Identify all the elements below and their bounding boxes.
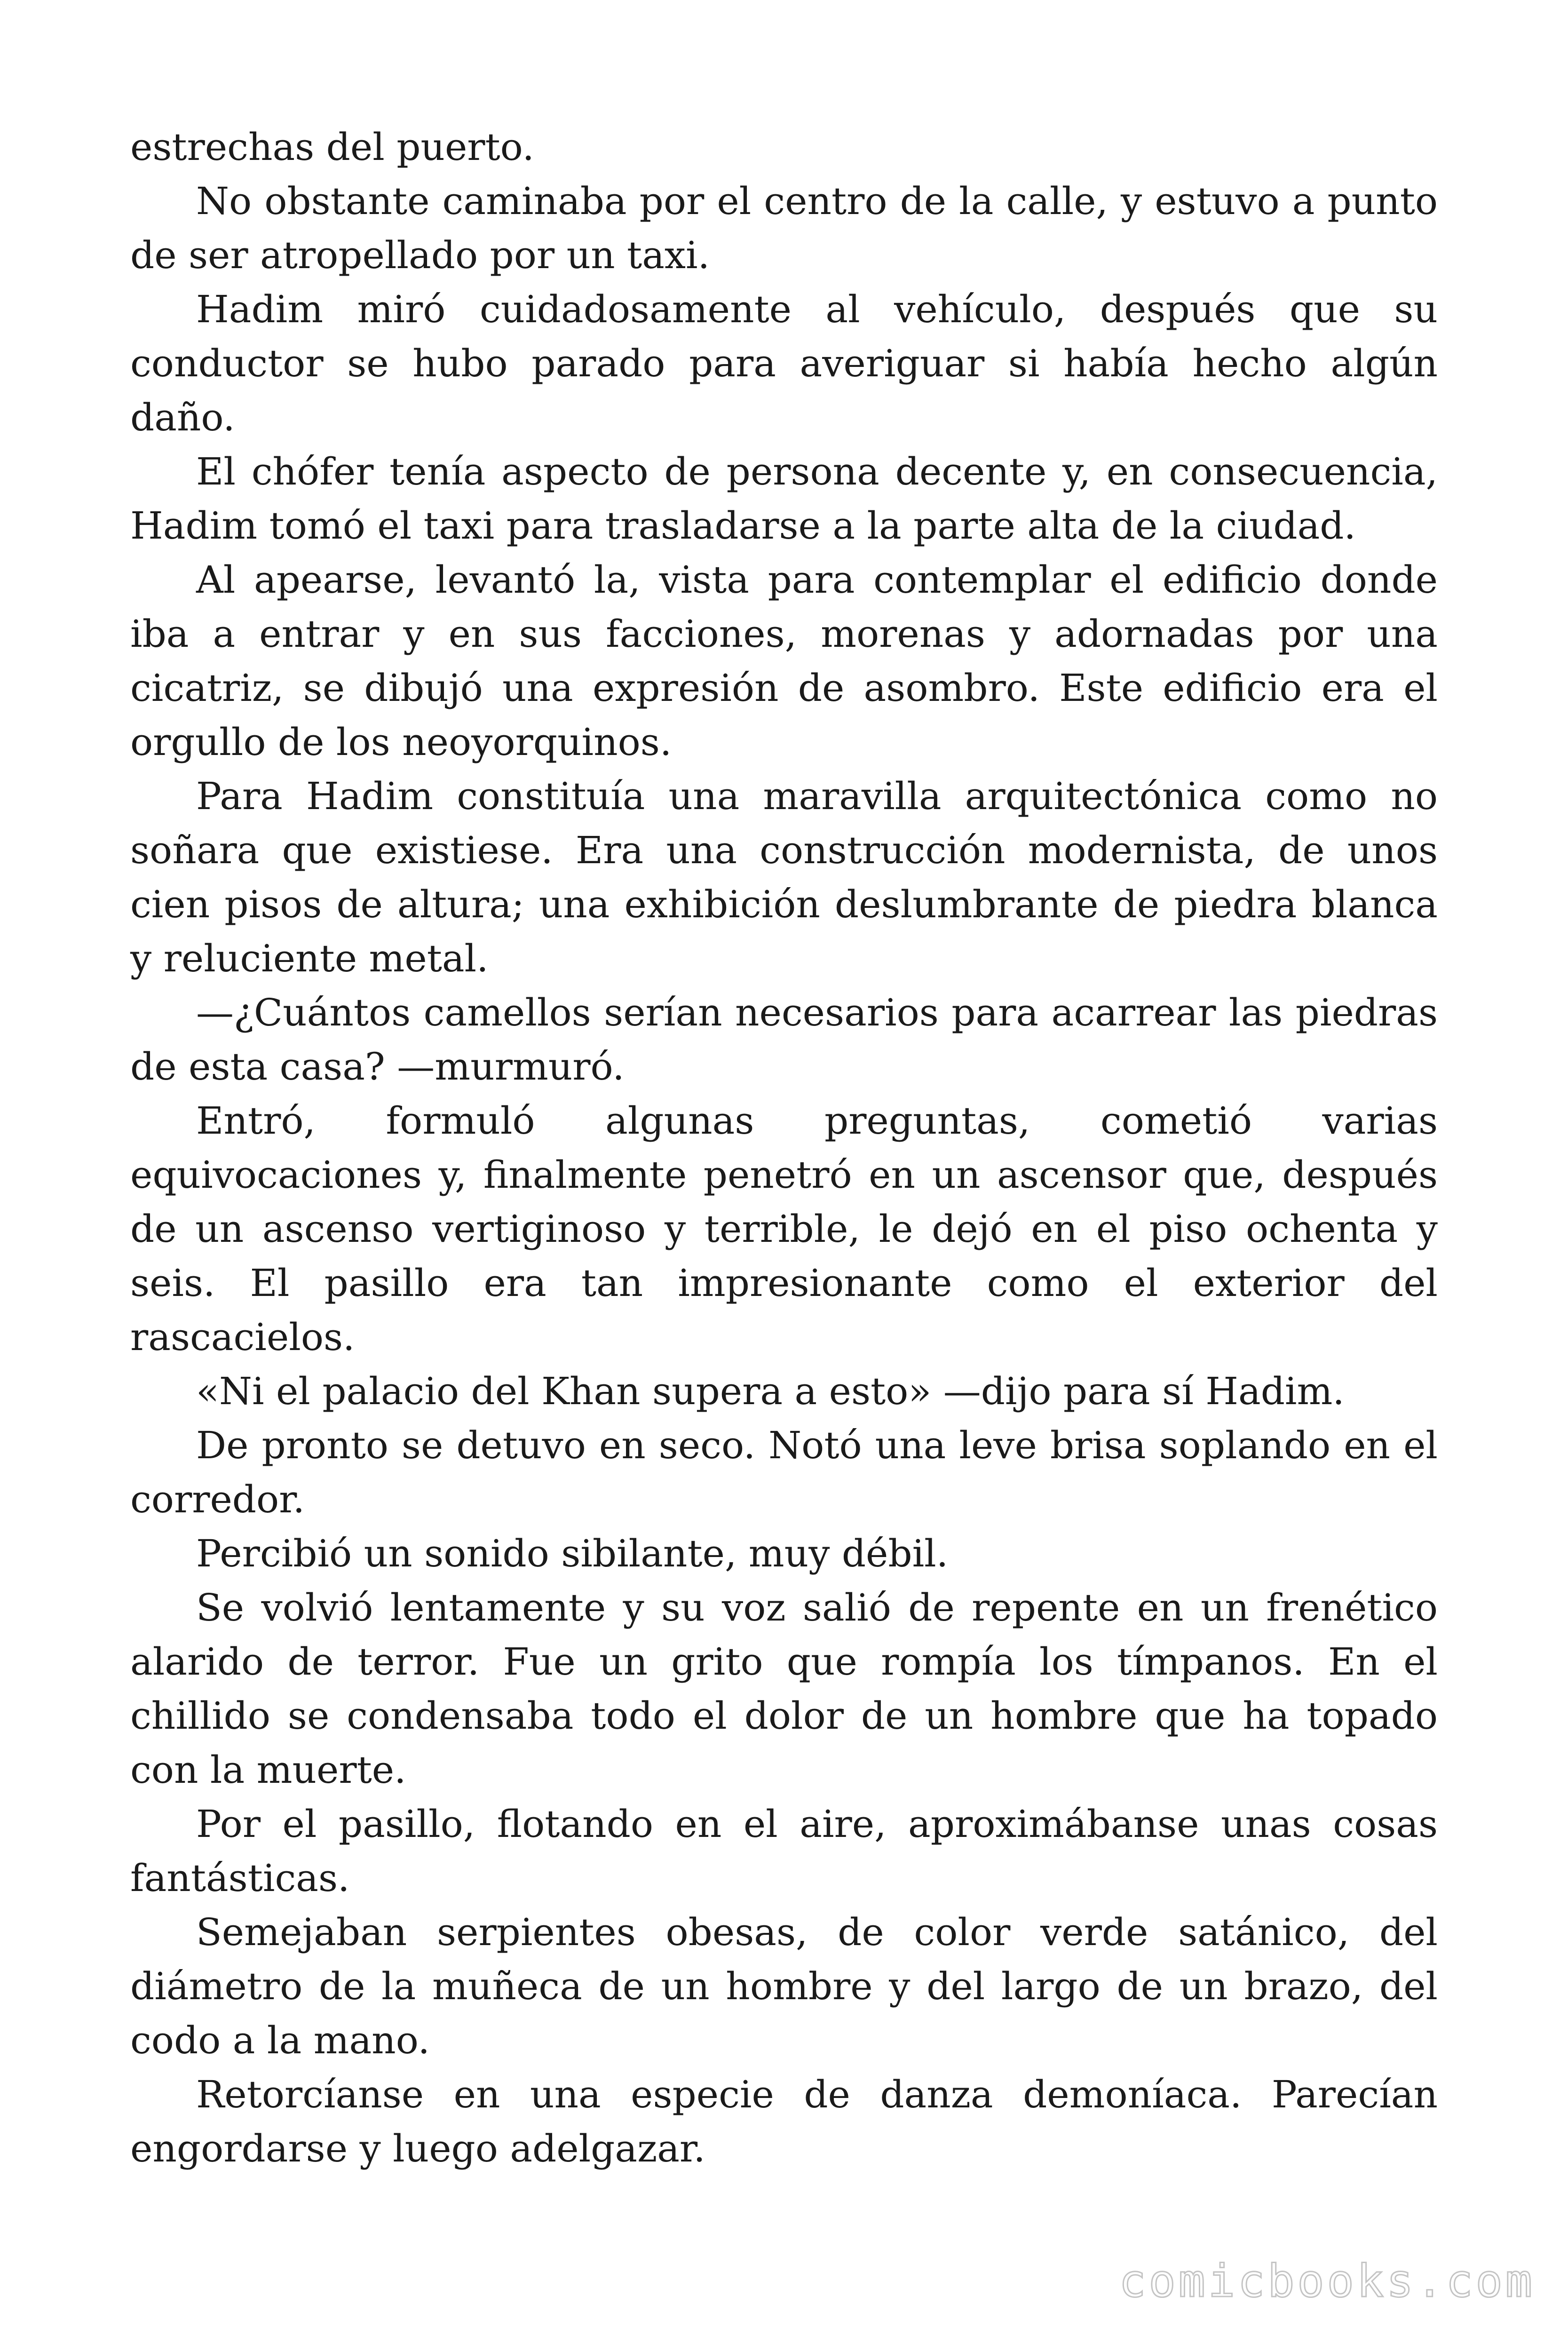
paragraph-8: Entró, formuló algunas preguntas, cometió varias equivocaciones y, finalmente penetró en un ascensor que, después de un ascenso vertiginoso y terrible, le dejó en el piso ochenta y seis. El pasillo era tan impresionante como el exterior del rascacielos. [130,1099,1438,1359]
paragraph-6: Para Hadim constituía una maravilla arquitectónica como no soñara que existiese. Era una construcción modernista, de unos cien pisos de altura; una exhibición deslumbrante de piedra blanca y reluciente metal. [130,774,1438,980]
page-body [130,120,1438,2176]
paragraph-1: estrechas del puerto. [130,125,534,169]
paragraph-11: Percibió un sonido sibilante, muy débil. [196,1532,949,1575]
paragraph-2: No obstante caminaba por el centro de la calle, y estuvo a punto de ser atropellado por un taxi. [130,179,1438,277]
paragraph-12: Se volvió lentamente y su voz salió de repente en un frenético alarido de terror. Fue un grito que rompía los tímpanos. En el chillido se condensaba todo el dolor de un hombre que ha topado con la muerte. [130,1586,1438,1792]
paragraph-10: De pronto se detuvo en seco. Notó una leve brisa soplando en el corredor. [130,1423,1438,1521]
paragraph-13: Por el pasillo, flotando en el aire, aproximábanse unas cosas fantásticas. [130,1802,1438,1900]
paragraph-4: El chófer tenía aspecto de persona decente y, en consecuencia, Hadim tomó el taxi para trasladarse a la parte alta de la ciudad. [130,450,1438,548]
paragraph-7: —¿Cuántos camellos serían necesarios para acarrear las piedras de esta casa? —murmuró. [130,991,1438,1089]
paragraph-15: Retorcíanse en una especie de danza demoníaca. Parecían engordarse y luego adelgazar. [130,2073,1438,2170]
paragraph-3: Hadim miró cuidadosamente al vehículo, después que su conductor se hubo parado para averiguar si había hecho algún daño. [130,287,1438,439]
paragraph-9: «Ni el palacio del Khan supera a esto» —dijo para sí Hadim. [196,1369,1345,1413]
watermark: comicbooks.com [1119,2256,1535,2307]
paragraph-14: Semejaban serpientes obesas, de color verde satánico, del diámetro de la muñeca de un hombre y del largo de un brazo, del codo a la mano. [130,1910,1438,2062]
paragraph-5: Al apearse, levantó la, vista para contemplar el edificio donde iba a entrar y en sus facciones, morenas y adornadas por una cicatriz, se dibujó una expresión de asombro. Este edificio era el orgullo de los neoyorquinos. [130,558,1438,764]
